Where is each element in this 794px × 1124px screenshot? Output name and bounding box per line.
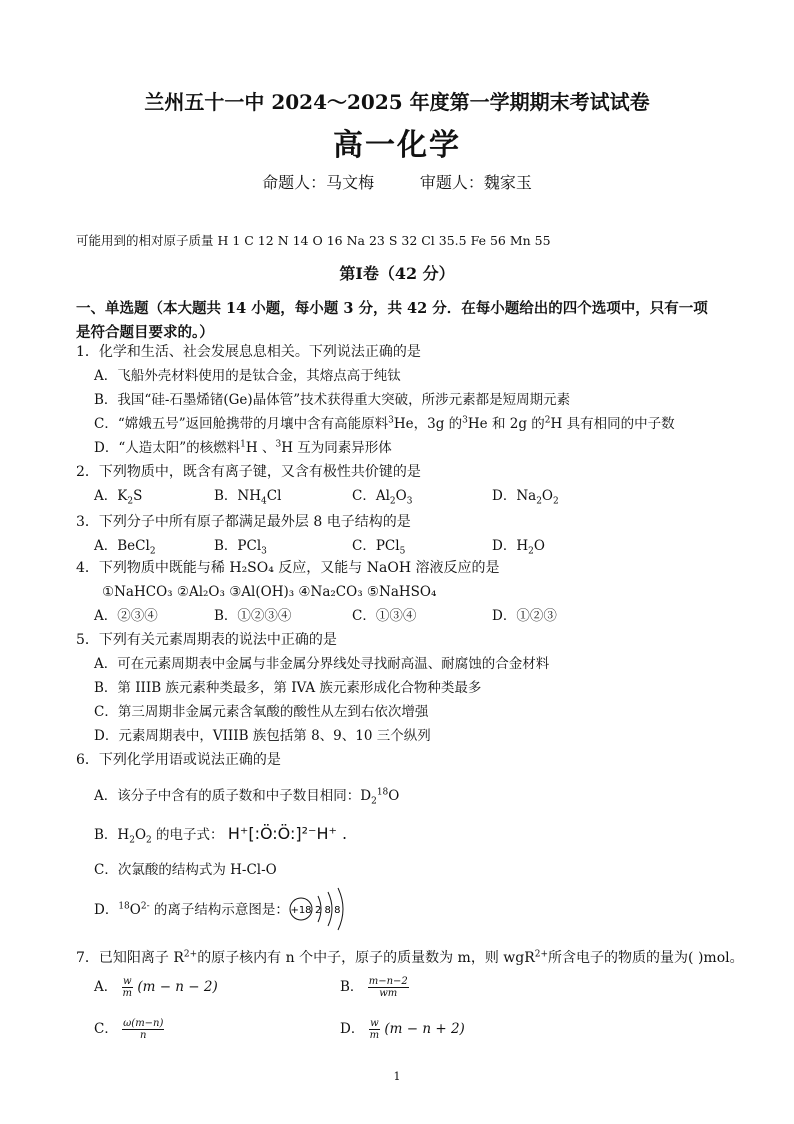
subscript: 5 [399, 546, 406, 557]
superscript: 2+ [183, 949, 198, 960]
fraction-denominator: wm [379, 988, 398, 999]
fraction [368, 976, 409, 999]
fraction [122, 976, 133, 999]
question-4-option-d: D．①②③ [492, 608, 557, 624]
fraction [122, 1018, 164, 1041]
electron-formula: H⁺[:Ö:Ö:]²⁻H⁺ . [227, 824, 348, 843]
exam-title: 兰州五十一中 2024～2025 年度第一学期期末考试试卷 [144, 90, 650, 114]
question-3-option-c [352, 536, 405, 556]
superscript: 18 [118, 901, 130, 912]
option-text: Cl [266, 488, 282, 504]
stem-text: 的原子核内有 n 个中子，原子的质量数为 m，则 wgR [197, 950, 535, 966]
subscript: 3 [261, 546, 267, 557]
option-text: He 和 2g 的 [467, 416, 545, 432]
option-label: A． [94, 979, 118, 995]
option-text: O [541, 488, 553, 504]
question-3-option-d [492, 536, 545, 556]
superscript: 3 [462, 415, 468, 426]
question-2-option-b [214, 486, 281, 506]
question-6-stem: 6．下列化学用语或说法正确的是 [76, 752, 281, 768]
option-text: O [129, 902, 141, 918]
shell-electrons: 2 8 8 [315, 905, 341, 916]
question-6-option-c: C．次氯酸的结构式为 H-Cl-O [94, 862, 277, 878]
option-text: O [533, 538, 545, 554]
option-label: B． [340, 979, 364, 995]
question-6-option-a [94, 786, 399, 806]
subscript: 2 [146, 835, 152, 846]
question-5-option-a: A．可在元素周期表中金属与非金属分界线处寻找耐高温、耐腐蚀的合金材料 [94, 656, 550, 672]
question-1-option-b: B．我国“硅-石墨烯锗(Ge)晶体管”技术获得重大突破，所涉元素都是短周期元素 [94, 392, 571, 408]
question-2-option-c [352, 486, 412, 506]
nucleus-charge: +18 [290, 905, 312, 916]
question-4-option-a: A．②③④ [94, 608, 158, 624]
fraction-denominator: n [140, 1030, 147, 1041]
subscript: 4 [261, 496, 267, 507]
option-text: B．NH [214, 488, 262, 504]
superscript: 2- [140, 901, 150, 912]
option-text: C．PCl [352, 538, 400, 554]
question-2-option-d [492, 486, 559, 506]
question-3-option-b [214, 536, 267, 556]
exam-subject: 高一化学 [333, 128, 461, 163]
section-instruction: 一、单选题（本大题共 14 小题，每小题 3 分，共 42 分．在每小题给出的四个选项中，只有一项是符合题目要求的。） [76, 300, 708, 341]
question-4-items: ①NaHCO₃ ②Al₂O₃ ③Al(OH)₃ ④Na₂CO₃ ⑤NaHSO₄ [102, 584, 437, 600]
option-text: A．K [94, 488, 128, 504]
fraction [369, 1018, 380, 1041]
question-7-option-c [94, 1018, 164, 1041]
subscript: 2 [129, 835, 135, 846]
subscript: 2 [127, 496, 134, 507]
question-5-stem: 5．下列有关元素周期表的说法中正确的是 [76, 632, 337, 648]
question-3-stem: 3．下列分子中所有原子都满足最外层 8 电子结构的是 [76, 514, 411, 530]
option-text: C．“嫦娥五号”返回舱携带的月壤中含有高能原料 [94, 416, 389, 432]
option-text: C．Al [352, 488, 390, 504]
fraction-numerator: ω(m−n) [123, 1018, 164, 1029]
question-7-option-b [340, 976, 409, 999]
superscript: 2+ [534, 949, 549, 960]
subscript: 2 [553, 496, 559, 507]
subscript: 2 [149, 546, 156, 557]
option-text: H 互为同素异形体 [281, 440, 392, 456]
option-text: H 具有相同的中子数 [550, 416, 675, 432]
page-number: 1 [393, 1070, 401, 1083]
fraction-denominator: m [122, 988, 133, 999]
option-text: B．H [94, 827, 130, 843]
fraction-numerator: w [370, 1018, 379, 1029]
question-4-option-c: C．①③④ [352, 608, 417, 624]
subscript: 2 [371, 796, 377, 807]
question-5-option-c: C．第三周期非金属元素含氧酸的酸性从左到右依次增强 [94, 704, 429, 720]
option-text: A．BeCl [94, 538, 150, 554]
author-label: 命题人：马文梅 [262, 173, 375, 192]
option-text: O [134, 827, 147, 843]
subscript: 2 [528, 546, 534, 557]
option-text: O [388, 788, 400, 804]
question-1-option-a: A．飞船外壳材料使用的是钛合金，其熔点高于纯钛 [94, 368, 401, 384]
question-6-option-b [94, 824, 347, 845]
question-2-option-a [94, 486, 142, 506]
superscript: 3 [388, 415, 394, 426]
subscript: 2 [389, 496, 396, 507]
superscript: 3 [275, 439, 282, 450]
question-7-option-d [340, 1018, 465, 1041]
option-text: B．PCl [214, 538, 262, 554]
option-text: H 、 [245, 440, 276, 456]
option-text: S [133, 488, 143, 504]
option-text: 的电子式： [151, 827, 224, 843]
question-1-option-c [94, 414, 675, 434]
atomic-masses: 可能用到的相对原子质量 H 1 C 12 N 14 O 16 Na 23 S 32 Cl 35.5 Fe 56 Mn 55 [76, 233, 551, 248]
stem-text: 7．已知阳离子 R [76, 950, 184, 966]
question-2-stem: 2．下列物质中，既含有离子键，又含有极性共价键的是 [76, 464, 421, 480]
option-text: D．“人造太阳”的核燃料 [94, 440, 241, 456]
option-text: He，3g 的 [393, 416, 463, 432]
question-3-option-a [94, 536, 156, 556]
option-text: D． [94, 902, 119, 918]
question-4-option-b: B．①②③④ [214, 608, 292, 624]
option-text: D．Na [492, 488, 537, 504]
option-text: O [395, 488, 407, 504]
superscript: 2 [544, 415, 551, 426]
expression: (m − n + 2) [384, 1021, 465, 1037]
option-label: D． [340, 1021, 365, 1037]
option-text: D．H [492, 538, 529, 554]
question-7-stem [76, 948, 744, 968]
question-7-option-a [94, 976, 218, 999]
subscript: 3 [406, 496, 413, 507]
question-6-option-d [94, 900, 289, 920]
option-text: A．该分子中含有的质子数和中子数目相同：D [94, 788, 372, 804]
fraction-numerator: w [123, 976, 132, 987]
authors-line [0, 170, 794, 193]
fraction-denominator: m [369, 1030, 380, 1041]
question-4-stem: 4．下列物质中既能与稀 H₂SO₄ 反应，又能与 NaOH 溶液反应的是 [76, 560, 500, 576]
section-title: 第Ⅰ卷（42 分） [339, 264, 455, 283]
question-5-option-d: D．元素周期表中，VIIIB 族包括第 8、9、10 三个纵列 [94, 728, 431, 744]
option-text: 的离子结构示意图是： [149, 902, 289, 918]
stem-text: 所含电子的物质的量为( )mol。 [548, 950, 744, 966]
superscript: 18 [376, 787, 389, 798]
expression: (m − n − 2) [137, 979, 218, 995]
reviewer-label: 审题人：魏家玉 [419, 173, 532, 192]
subscript: 2 [536, 496, 542, 507]
ion-structure-diagram [288, 886, 358, 932]
question-1-option-d [94, 438, 392, 458]
question-1-stem: 1．化学和生活、社会发展息息相关。下列说法正确的是 [76, 344, 421, 360]
option-label: C． [94, 1021, 118, 1037]
fraction-numerator: m−n−2 [368, 976, 408, 987]
superscript: 1 [240, 439, 246, 450]
question-5-option-b: B．第 IIIB 族元素种类最多，第 IVA 族元素形成化合物种类最多 [94, 680, 482, 696]
